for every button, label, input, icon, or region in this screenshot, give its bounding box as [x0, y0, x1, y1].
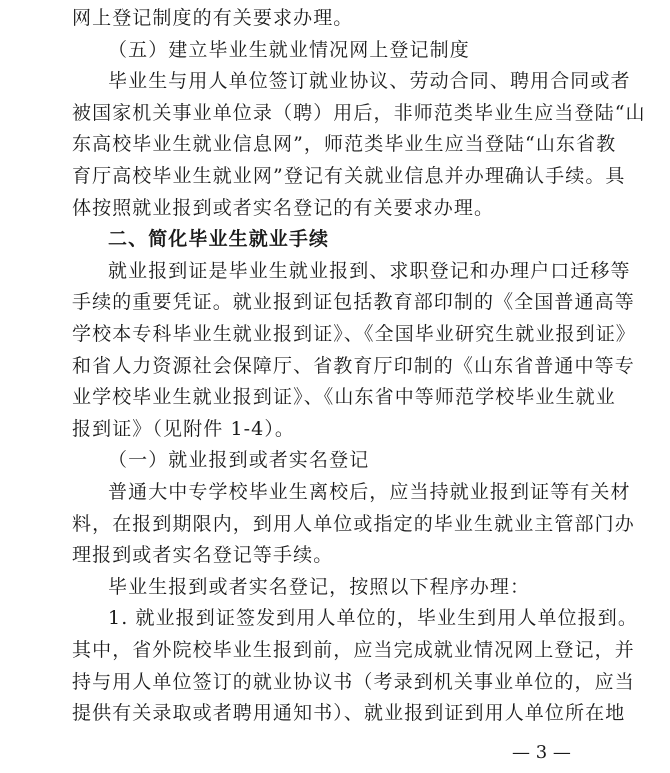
- text-line: 业学校毕业生就业报到证》、《山东省中等师范学校毕业生就业: [72, 386, 616, 409]
- text-line: 被国家机关事业单位录（聘）用后，非师范类毕业生应当登陆“山: [72, 101, 646, 124]
- text-line: 体按照就业报到或者实名登记的有关要求办理。: [72, 196, 495, 219]
- text-line: 料，在报到期限内，到用人单位或指定的毕业生就业主管部门办: [72, 512, 635, 535]
- section-subheading: （一）就业报到或者实名登记: [108, 449, 370, 472]
- text-line: 和省人力资源社会保障厅、省教育厅印制的《山东省普通中等专: [72, 354, 635, 377]
- text-line: 毕业生与用人单位签订就业协议、劳动合同、聘用合同或者: [108, 70, 631, 93]
- section-heading: 二、简化毕业生就业手续: [108, 228, 330, 251]
- text-line: 毕业生报到或者实名登记，按照以下程序办理：: [108, 575, 531, 598]
- text-line: 持与用人单位签订的就业协议书（考录到机关事业单位的，应当: [72, 670, 635, 693]
- text-line: 1. 就业报到证签发到用人单位的，毕业生到用人单位报到。: [108, 607, 638, 630]
- text-line: 手续的重要凭证。就业报到证包括教育部印制的《全国普通高等: [72, 291, 635, 314]
- text-line: 其中，省外院校毕业生报到前，应当完成就业情况网上登记，并: [72, 639, 635, 661]
- text-line: 提供有关录取或者聘用通知书）、就业报到证到用人单位所在地: [72, 702, 626, 725]
- text-line: 报到证》（见附件 1-4）。: [72, 417, 296, 440]
- text-line: 网上登记制度的有关要求办理。: [72, 7, 354, 29]
- text-line: 东高校毕业生就业信息网”，师范类毕业生应当登陆“山东省教: [72, 133, 617, 156]
- text-line: 理报到或者实名登记等手续。: [72, 544, 334, 567]
- text-line: 育厅高校毕业生就业网”登记有关就业信息并办理确认手续。具: [72, 165, 626, 187]
- text-line: 就业报到证是毕业生就业报到、求职登记和办理户口迁移等: [108, 259, 631, 282]
- text-line: 普通大中专学校毕业生离校后，应当持就业报到证等有关材: [108, 481, 631, 503]
- page-number: — 3 —: [512, 742, 571, 763]
- text-line: 学校本专科毕业生就业报到证》、《全国毕业研究生就业报到证》: [72, 323, 636, 345]
- section-subheading: （五）建立毕业生就业情况网上登记制度: [108, 38, 470, 61]
